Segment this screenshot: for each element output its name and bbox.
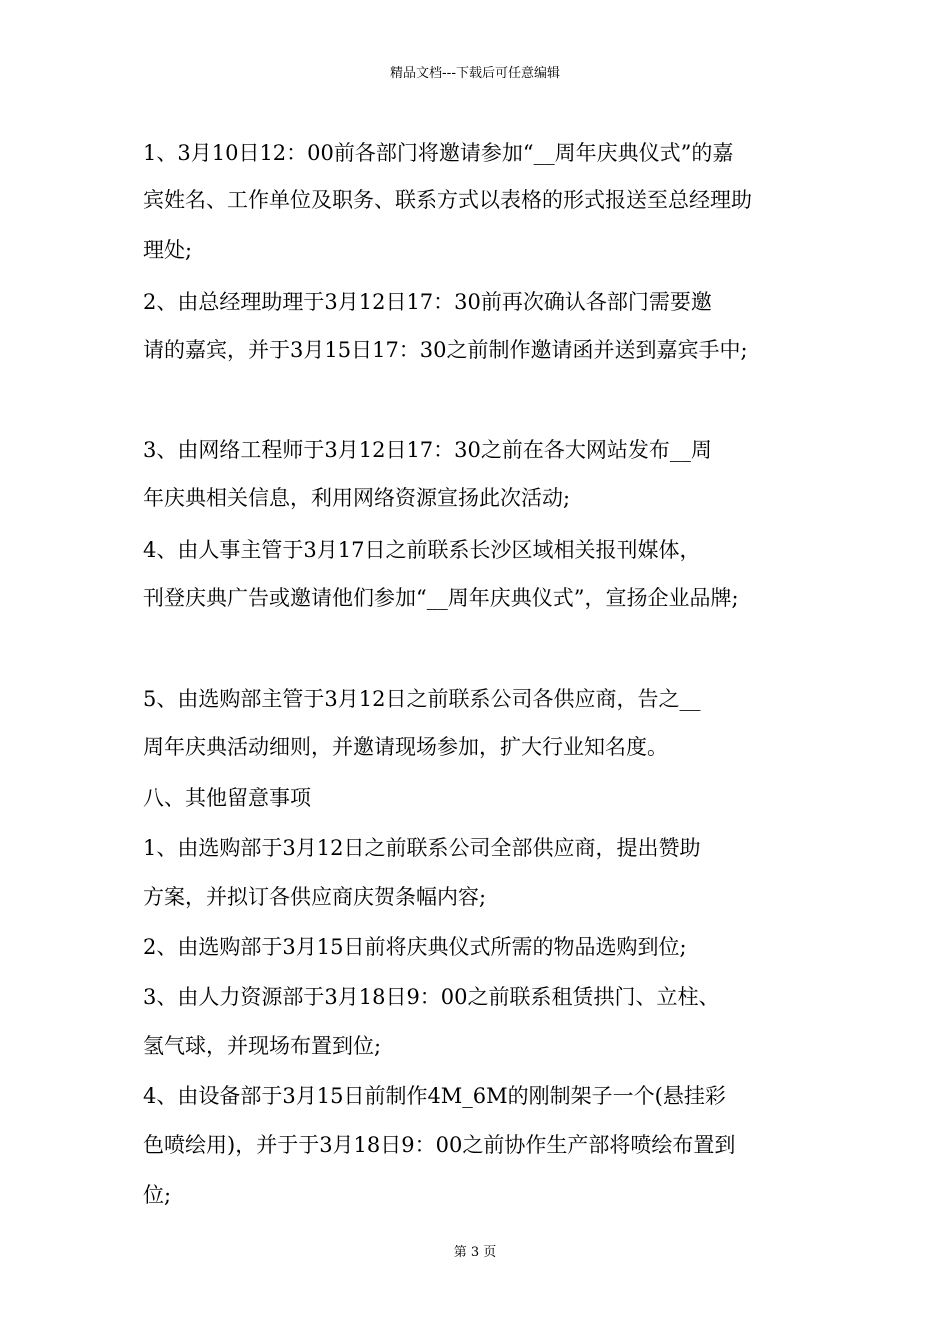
paragraph-line: 刊登庆典广告或邀请他们参加“__周年庆典仪式”，宣扬企业品牌; (143, 586, 739, 610)
paragraph-line: 色喷绘用)，并于于3月18日9：00之前协作生产部将喷绘布置到 (143, 1133, 736, 1157)
paragraph-line: 2、由选购部于3月15日前将庆典仪式所需的物品选购到位; (143, 935, 687, 959)
paragraph-line: 请的嘉宾，并于3月15日17：30之前制作邀请函并送到嘉宾手中; (143, 338, 748, 362)
paragraph-line: 宾姓名、工作单位及职务、联系方式以表格的形式报送至总经理助 (143, 188, 752, 212)
paragraph-line: 4、由人事主管于3月17日之前联系长沙区域相关报刊媒体， (143, 538, 701, 562)
paragraph-line: 2、由总经理助理于3月12日17：30前再次确认各部门需要邀 (143, 290, 712, 314)
paragraph-line: 5、由选购部主管于3月12日之前联系公司各供应商，告之__ (143, 687, 701, 711)
paragraph-line: 年庆典相关信息，利用网络资源宣扬此次活动; (143, 486, 571, 510)
paragraph-line: 1、3月10日12：00前各部门将邀请参加“__周年庆典仪式”的嘉 (143, 141, 734, 165)
paragraph-line: 氢气球，并现场布置到位; (143, 1034, 382, 1058)
page-number: 第 3 页 (453, 1245, 497, 1260)
page-header: 精品文档---下载后可任意编辑 (389, 66, 561, 81)
paragraph-line: 4、由设备部于3月15日前制作4M_6M的刚制架子一个(悬挂彩 (143, 1084, 726, 1108)
paragraph-line: 理处; (143, 238, 193, 262)
section-heading: 八、其他留意事项 (143, 786, 311, 810)
paragraph-line: 方案，并拟订各供应商庆贺条幅内容; (143, 885, 487, 909)
paragraph-line: 3、由人力资源部于3月18日9：00之前联系租赁拱门、立柱、 (143, 985, 720, 1009)
paragraph-line: 1、由选购部于3月12日之前联系公司全部供应商，提出赞助 (143, 836, 701, 860)
paragraph-line: 周年庆典活动细则，并邀请现场参加，扩大行业知名度。 (143, 735, 668, 759)
paragraph-line: 位; (143, 1183, 172, 1207)
paragraph-line: 3、由网络工程师于3月12日17：30之前在各大网站发布__周 (143, 438, 712, 462)
